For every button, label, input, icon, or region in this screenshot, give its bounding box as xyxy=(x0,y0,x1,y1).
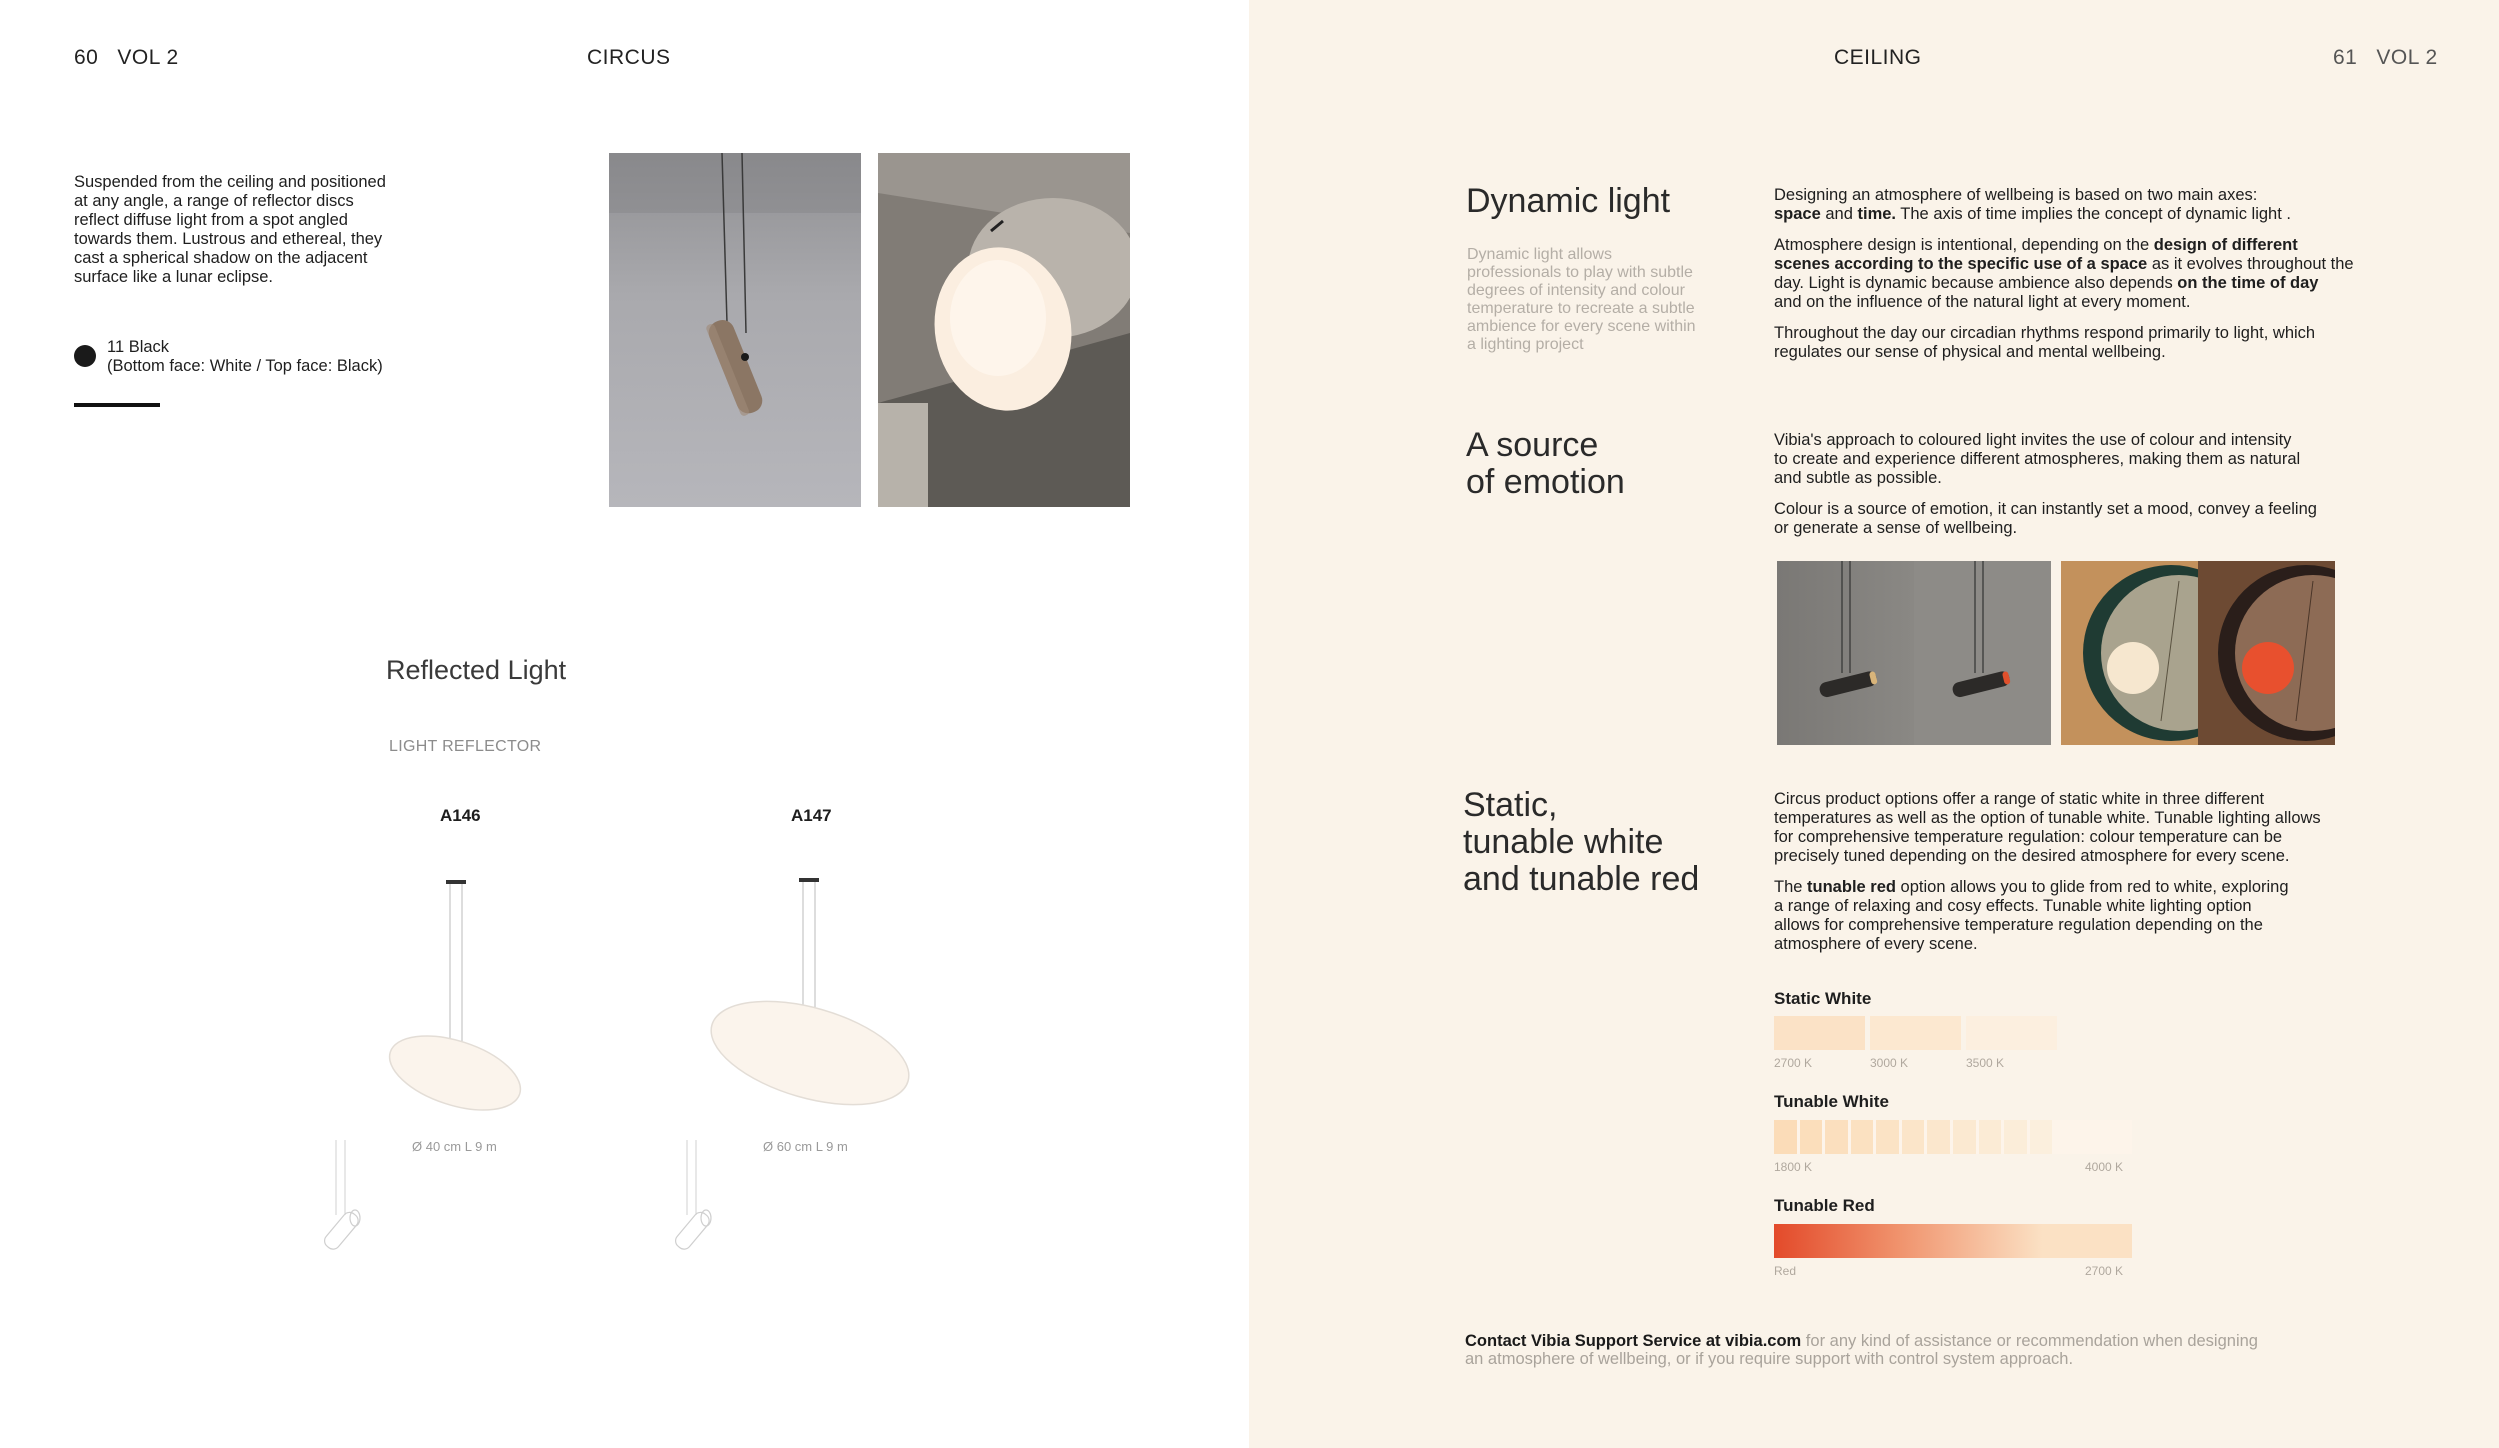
product-model-a146[interactable]: A146 xyxy=(440,806,481,825)
text-span: Designing an atmosphere of wellbeing is based on two main axes: xyxy=(1774,186,2258,204)
product-heading: Reflected Light xyxy=(386,655,567,685)
title-line: A source xyxy=(1466,426,1599,464)
swatch-3500k[interactable] xyxy=(1966,1016,2057,1050)
right-page xyxy=(1249,0,2499,1448)
contact-text: for any kind of assistance or recommendation when designing xyxy=(1801,1332,2258,1350)
finish-underline xyxy=(74,403,160,407)
subtitle-line: Dynamic light allows xyxy=(1467,246,1612,263)
text-bold: scenes according to the specific use of a space xyxy=(1774,255,2148,273)
tunable-red-max: 2700 K xyxy=(2085,1264,2124,1278)
text-span: The axis of time implies the concept of dynamic light . xyxy=(1896,205,2291,223)
product-dims-a146: Ø 40 cm L 9 m xyxy=(412,1139,497,1154)
tunable-white-step[interactable] xyxy=(1774,1120,1797,1154)
subtitle-line: professionals to play with subtle xyxy=(1467,264,1693,281)
text-span: option allows you to glide from red to white, exploring xyxy=(1895,878,2289,896)
swatch-label-3000k: 3000 K xyxy=(1870,1056,1909,1070)
volume-label: VOL 2 xyxy=(117,46,179,69)
emotion-paragraph-2 xyxy=(1774,500,2374,538)
text-span: as it evolves throughout the xyxy=(2147,255,2354,273)
dynamic-light-body xyxy=(1774,186,2374,374)
page-number: 60 xyxy=(74,46,99,69)
volume-label: VOL 2 xyxy=(2376,46,2438,69)
text-span: and xyxy=(1820,205,1858,223)
title-line: of emotion xyxy=(1466,463,1625,501)
photo-disc-pair xyxy=(2061,561,2335,745)
dynamic-paragraph-3 xyxy=(1774,324,2374,362)
tunable-paragraph-1 xyxy=(1774,790,2394,866)
section-title-ceiling: CEILING xyxy=(1834,46,1922,69)
title-line: and tunable red xyxy=(1463,860,1700,898)
text-line: atmosphere of every scene. xyxy=(1774,935,1978,953)
tunable-white-step[interactable] xyxy=(2004,1120,2027,1154)
photo-spot-pair xyxy=(1777,561,2051,745)
tunable-white-step[interactable] xyxy=(1876,1120,1899,1154)
contact-text-line2: an atmosphere of wellbeing, or if you require support with control system approach. xyxy=(1465,1350,2074,1368)
tunable-red-label: Tunable Red xyxy=(1774,1196,1875,1215)
static-white-swatches xyxy=(1774,1016,2064,1050)
reflector-illustration xyxy=(878,153,1130,507)
subtitle-line: ambience for every scene within xyxy=(1467,318,1696,335)
text-line: regulates our sense of physical and mental wellbeing. xyxy=(1774,343,2166,361)
subtitle-line: temperature to recreate a subtle xyxy=(1467,300,1695,317)
swatch-label-2700k: 2700 K xyxy=(1774,1056,1813,1070)
text-bold: on the time of day xyxy=(2177,274,2319,292)
tunable-white-step[interactable] xyxy=(1979,1120,2002,1154)
tunable-white-label: Tunable White xyxy=(1774,1092,1889,1111)
finish-name: 11 Black xyxy=(107,338,170,356)
tunable-red-gradient[interactable] xyxy=(1774,1224,2132,1258)
page-number: 61 xyxy=(2333,46,2358,69)
tunable-white-max: 4000 K xyxy=(2085,1160,2124,1174)
text-bold: design of different xyxy=(2153,236,2298,254)
dynamic-paragraph-1 xyxy=(1774,186,2374,224)
subtitle-line: degrees of intensity and colour xyxy=(1467,282,1685,299)
text-bold: space xyxy=(1774,205,1821,223)
text-line: Vibia's approach to coloured light invites the use of colour and intensity xyxy=(1774,431,2292,449)
text-line: temperatures as well as the option of tunable white. Tunable lighting allows xyxy=(1774,809,2321,827)
spot-drawing-a146 xyxy=(310,1140,390,1255)
emotion-title xyxy=(1466,427,1625,501)
photo-spotlight-ceiling xyxy=(609,153,861,507)
intro-line: cast a spherical shadow on the adjacent xyxy=(74,249,368,267)
dynamic-light-subtitle xyxy=(1467,246,1737,354)
tunable-red-min: Red xyxy=(1774,1264,1797,1278)
right-page-header xyxy=(2333,46,2438,70)
dynamic-light-title: Dynamic light xyxy=(1466,182,1671,220)
text-line: precisely tuned depending on the desired atmosphere for every scene. xyxy=(1774,847,2290,865)
intro-line: surface like a lunar eclipse. xyxy=(74,268,274,286)
photo-reflector-disc xyxy=(878,153,1130,507)
text-line: a range of relaxing and cosy effects. Tunable white lighting option xyxy=(1774,897,2252,915)
tunable-white-step[interactable] xyxy=(1902,1120,1925,1154)
product-drawing-a146[interactable] xyxy=(370,870,550,1140)
tunable-title xyxy=(1463,787,1699,898)
swatch-label-3500k: 3500 K xyxy=(1966,1056,2005,1070)
finish-color-dot[interactable] xyxy=(74,345,96,367)
left-page-header xyxy=(74,46,179,70)
tunable-white-step[interactable] xyxy=(1953,1120,1976,1154)
text-line: and subtle as possible. xyxy=(1774,469,1942,487)
tunable-white-step[interactable] xyxy=(1825,1120,1848,1154)
text-line: allows for comprehensive temperature regulation depending on the xyxy=(1774,916,2263,934)
subtitle-line: a lighting project xyxy=(1467,336,1584,353)
swatch-2700k[interactable] xyxy=(1774,1016,1865,1050)
intro-line: towards them. Lustrous and ethereal, they xyxy=(74,230,383,248)
finish-label xyxy=(107,338,383,376)
tunable-white-step[interactable] xyxy=(1851,1120,1874,1154)
text-line: Circus product options offer a range of static white in three different xyxy=(1774,790,2265,808)
intro-line: reflect diffuse light from a spot angled xyxy=(74,211,348,229)
product-dims-a147: Ø 60 cm L 9 m xyxy=(763,1139,848,1154)
tunable-body xyxy=(1774,790,2394,966)
spotlight-illustration xyxy=(609,153,861,507)
text-line: Throughout the day our circadian rhythms respond primarily to light, which xyxy=(1774,324,2316,342)
tunable-white-step[interactable] xyxy=(2030,1120,2053,1154)
dynamic-paragraph-2 xyxy=(1774,236,2374,312)
product-drawing-a147[interactable] xyxy=(700,870,930,1140)
static-white-label: Static White xyxy=(1774,989,1872,1008)
emotion-paragraph-1 xyxy=(1774,431,2374,488)
tunable-white-min: 1800 K xyxy=(1774,1160,1813,1174)
text-span: and on the influence of the natural light at every moment. xyxy=(1774,293,2191,311)
title-line: Static, xyxy=(1463,786,1558,824)
title-line: tunable white xyxy=(1463,823,1664,861)
emotion-body xyxy=(1774,431,2374,550)
intro-line: at any angle, a range of reflector discs xyxy=(74,192,354,210)
product-category: LIGHT REFLECTOR xyxy=(389,738,542,755)
text-span: The xyxy=(1774,878,1808,896)
intro-line: Suspended from the ceiling and positioned xyxy=(74,173,386,191)
left-page xyxy=(0,0,1249,1448)
spot-drawing-a147 xyxy=(661,1140,741,1255)
tunable-paragraph-2 xyxy=(1774,878,2394,954)
contact-note xyxy=(1465,1332,2325,1368)
text-span: Atmosphere design is intentional, depending on the xyxy=(1774,236,2154,254)
tunable-white-step[interactable] xyxy=(1800,1120,1823,1154)
text-bold: time. xyxy=(1857,205,1897,223)
finish-description: (Bottom face: White / Top face: Black) xyxy=(107,357,383,375)
text-bold: tunable red xyxy=(1807,878,1896,896)
section-title-circus: CIRCUS xyxy=(587,46,671,69)
text-line: or generate a sense of wellbeing. xyxy=(1774,519,2018,537)
text-line: for comprehensive temperature regulation: colour temperature can be xyxy=(1774,828,2283,846)
disc-pair-illustration xyxy=(2061,561,2335,745)
tunable-white-strip[interactable] xyxy=(1774,1120,2132,1154)
spot-pair-illustration xyxy=(1777,561,2051,745)
contact-link[interactable]: Contact Vibia Support Service at vibia.com xyxy=(1465,1332,1802,1350)
intro-text xyxy=(74,173,434,287)
text-line: Colour is a source of emotion, it can instantly set a mood, convey a feeling xyxy=(1774,500,2317,518)
text-line: to create and experience different atmospheres, making them as natural xyxy=(1774,450,2301,468)
text-span: day. Light is dynamic because ambience also depends xyxy=(1774,274,2178,292)
tunable-white-step[interactable] xyxy=(1927,1120,1950,1154)
swatch-3000k[interactable] xyxy=(1870,1016,1961,1050)
product-model-a147[interactable]: A147 xyxy=(791,806,832,825)
